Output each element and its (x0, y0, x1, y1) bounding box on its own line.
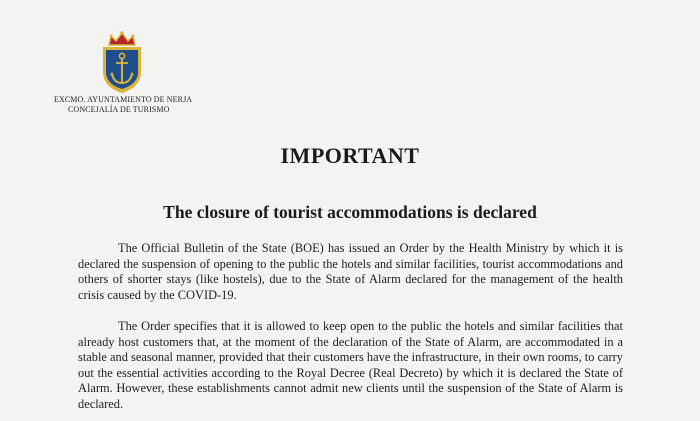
department-name: CONCEJALÍA DE TURISMO (68, 105, 170, 114)
page-subtitle: The closure of tourist accommodations is declared (163, 202, 537, 222)
page-title: IMPORTANT (280, 143, 420, 168)
nerja-coat-of-arms-icon (97, 30, 147, 96)
body-paragraph-2: The Order specifies that it is allowed to keep open to the public the hotels and similar facilities that already host customers that, at the moment of the declaration of the State of Alarm, are accommodated in a stable and seasonal manner, provided that their customers have the infrastructure, in their own rooms, to carry out the essential activities according to the Royal Decree (Real Decreto) by which it is declared the State of Alarm. However, these establishments cannot admit new clients until the suspension of the State of Alarm is declared. (78, 319, 623, 411)
institution-name: EXCMO. AYUNTAMIENTO DE NERJA (54, 95, 193, 104)
body-paragraph-1: The Official Bulletin of the State (BOE) has issued an Order by the Health Ministry by which it is declared the suspension of opening to the public the hotels and similar facilities, tourist accommodations and others of shorter stays (like hostels), due to the State of Alarm declared for the management of the health crisis caused by the COVID-19. (78, 241, 623, 302)
letterhead (54, 95, 214, 115)
